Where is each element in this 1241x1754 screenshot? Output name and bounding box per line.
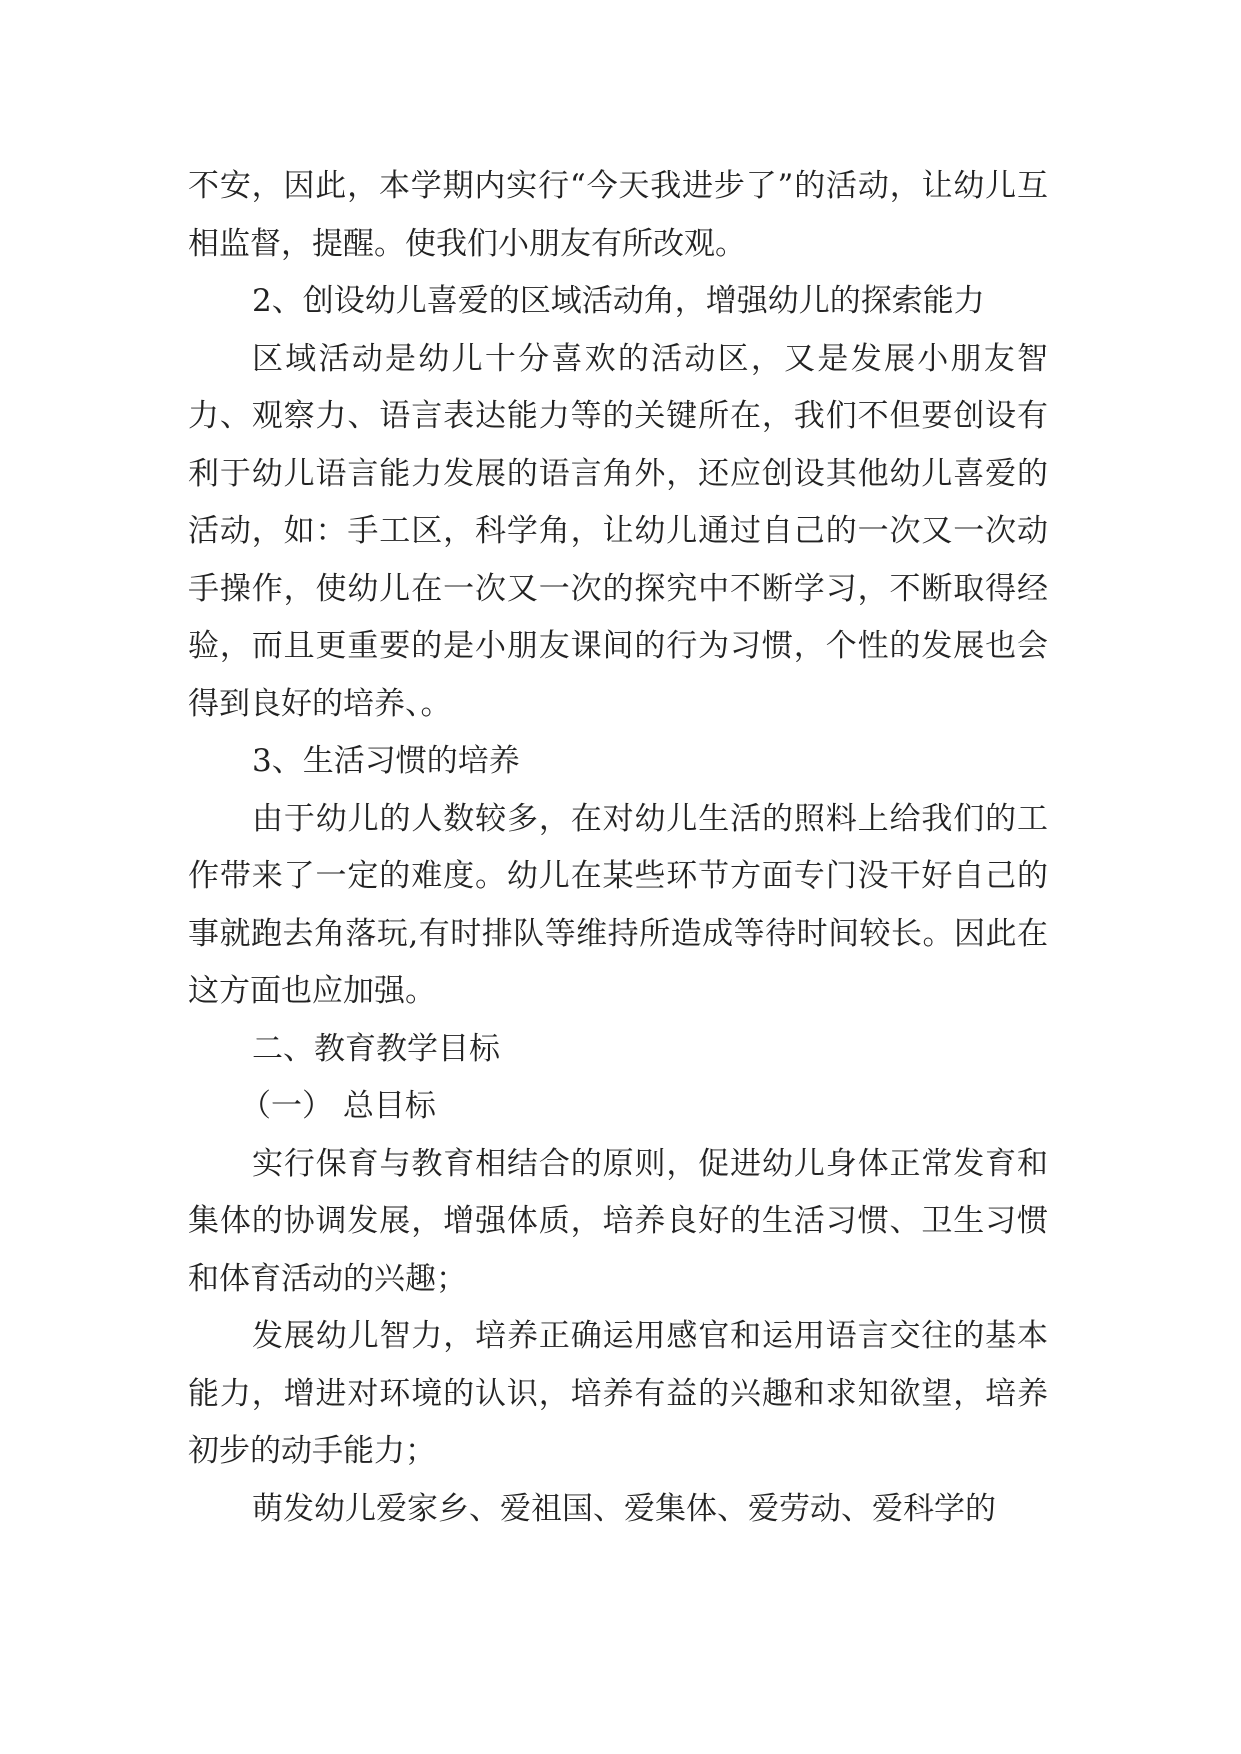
section-heading-3: 3、生活习惯的培养: [252, 743, 520, 779]
section-heading-2: 2、创设幼儿喜爱的区域活动角，增强幼儿的探索能力: [252, 283, 985, 319]
paragraph-goal-health: 实行保育与教育相结合的原则，促进幼儿身体正常发育和集体的协调发展，增强体质，培养良好的生活习惯、卫生习惯和体育活动的兴趣；: [188, 1145, 1048, 1297]
document-body: [188, 158, 1048, 1538]
paragraph-living-habits: 由于幼儿的人数较多，在对幼儿生活的照料上给我们的工作带来了一定的难度。幼儿在某些环节方面专门没干好自己的事就跑去角落玩,有时排队等维持所造成等待时间较长。因此在这方面也应加强。: [188, 800, 1048, 1009]
section-heading-goals: 二、教育教学目标: [252, 1030, 500, 1067]
paragraph-area-activities: 区域活动是幼儿十分喜欢的活动区，又是发展小朋友智力、观察力、语言表达能力等的关键所在，我们不但要创设有利于幼儿语言能力发展的语言角外，还应创设其他幼儿喜爱的活动，如：手工区，科学角，让幼儿通过自己的一次又一次动手操作，使幼儿在一次又一次的探究中不断学习，不断取得经验，而且更重要的是小朋友课间的行为习惯，个性的发展也会得到良好的培养、。: [188, 340, 1048, 722]
subsection-heading-overall-goal: （一） 总目标: [240, 1088, 436, 1124]
paragraph-goal-intelligence: 发展幼儿智力，培养正确运用感官和运用语言交往的基本能力，增进对环境的认识，培养有益的兴趣和求知欲望，培养初步的动手能力；: [188, 1318, 1048, 1469]
paragraph-goal-love: 萌发幼儿爱家乡、爱祖国、爱集体、爱劳动、爱科学的: [252, 1490, 996, 1527]
paragraph-continuation: 不安，因此，本学期内实行“今天我进步了”的活动，让幼儿互相监督，提醒。使我们小朋友有所改观。: [188, 168, 1048, 262]
